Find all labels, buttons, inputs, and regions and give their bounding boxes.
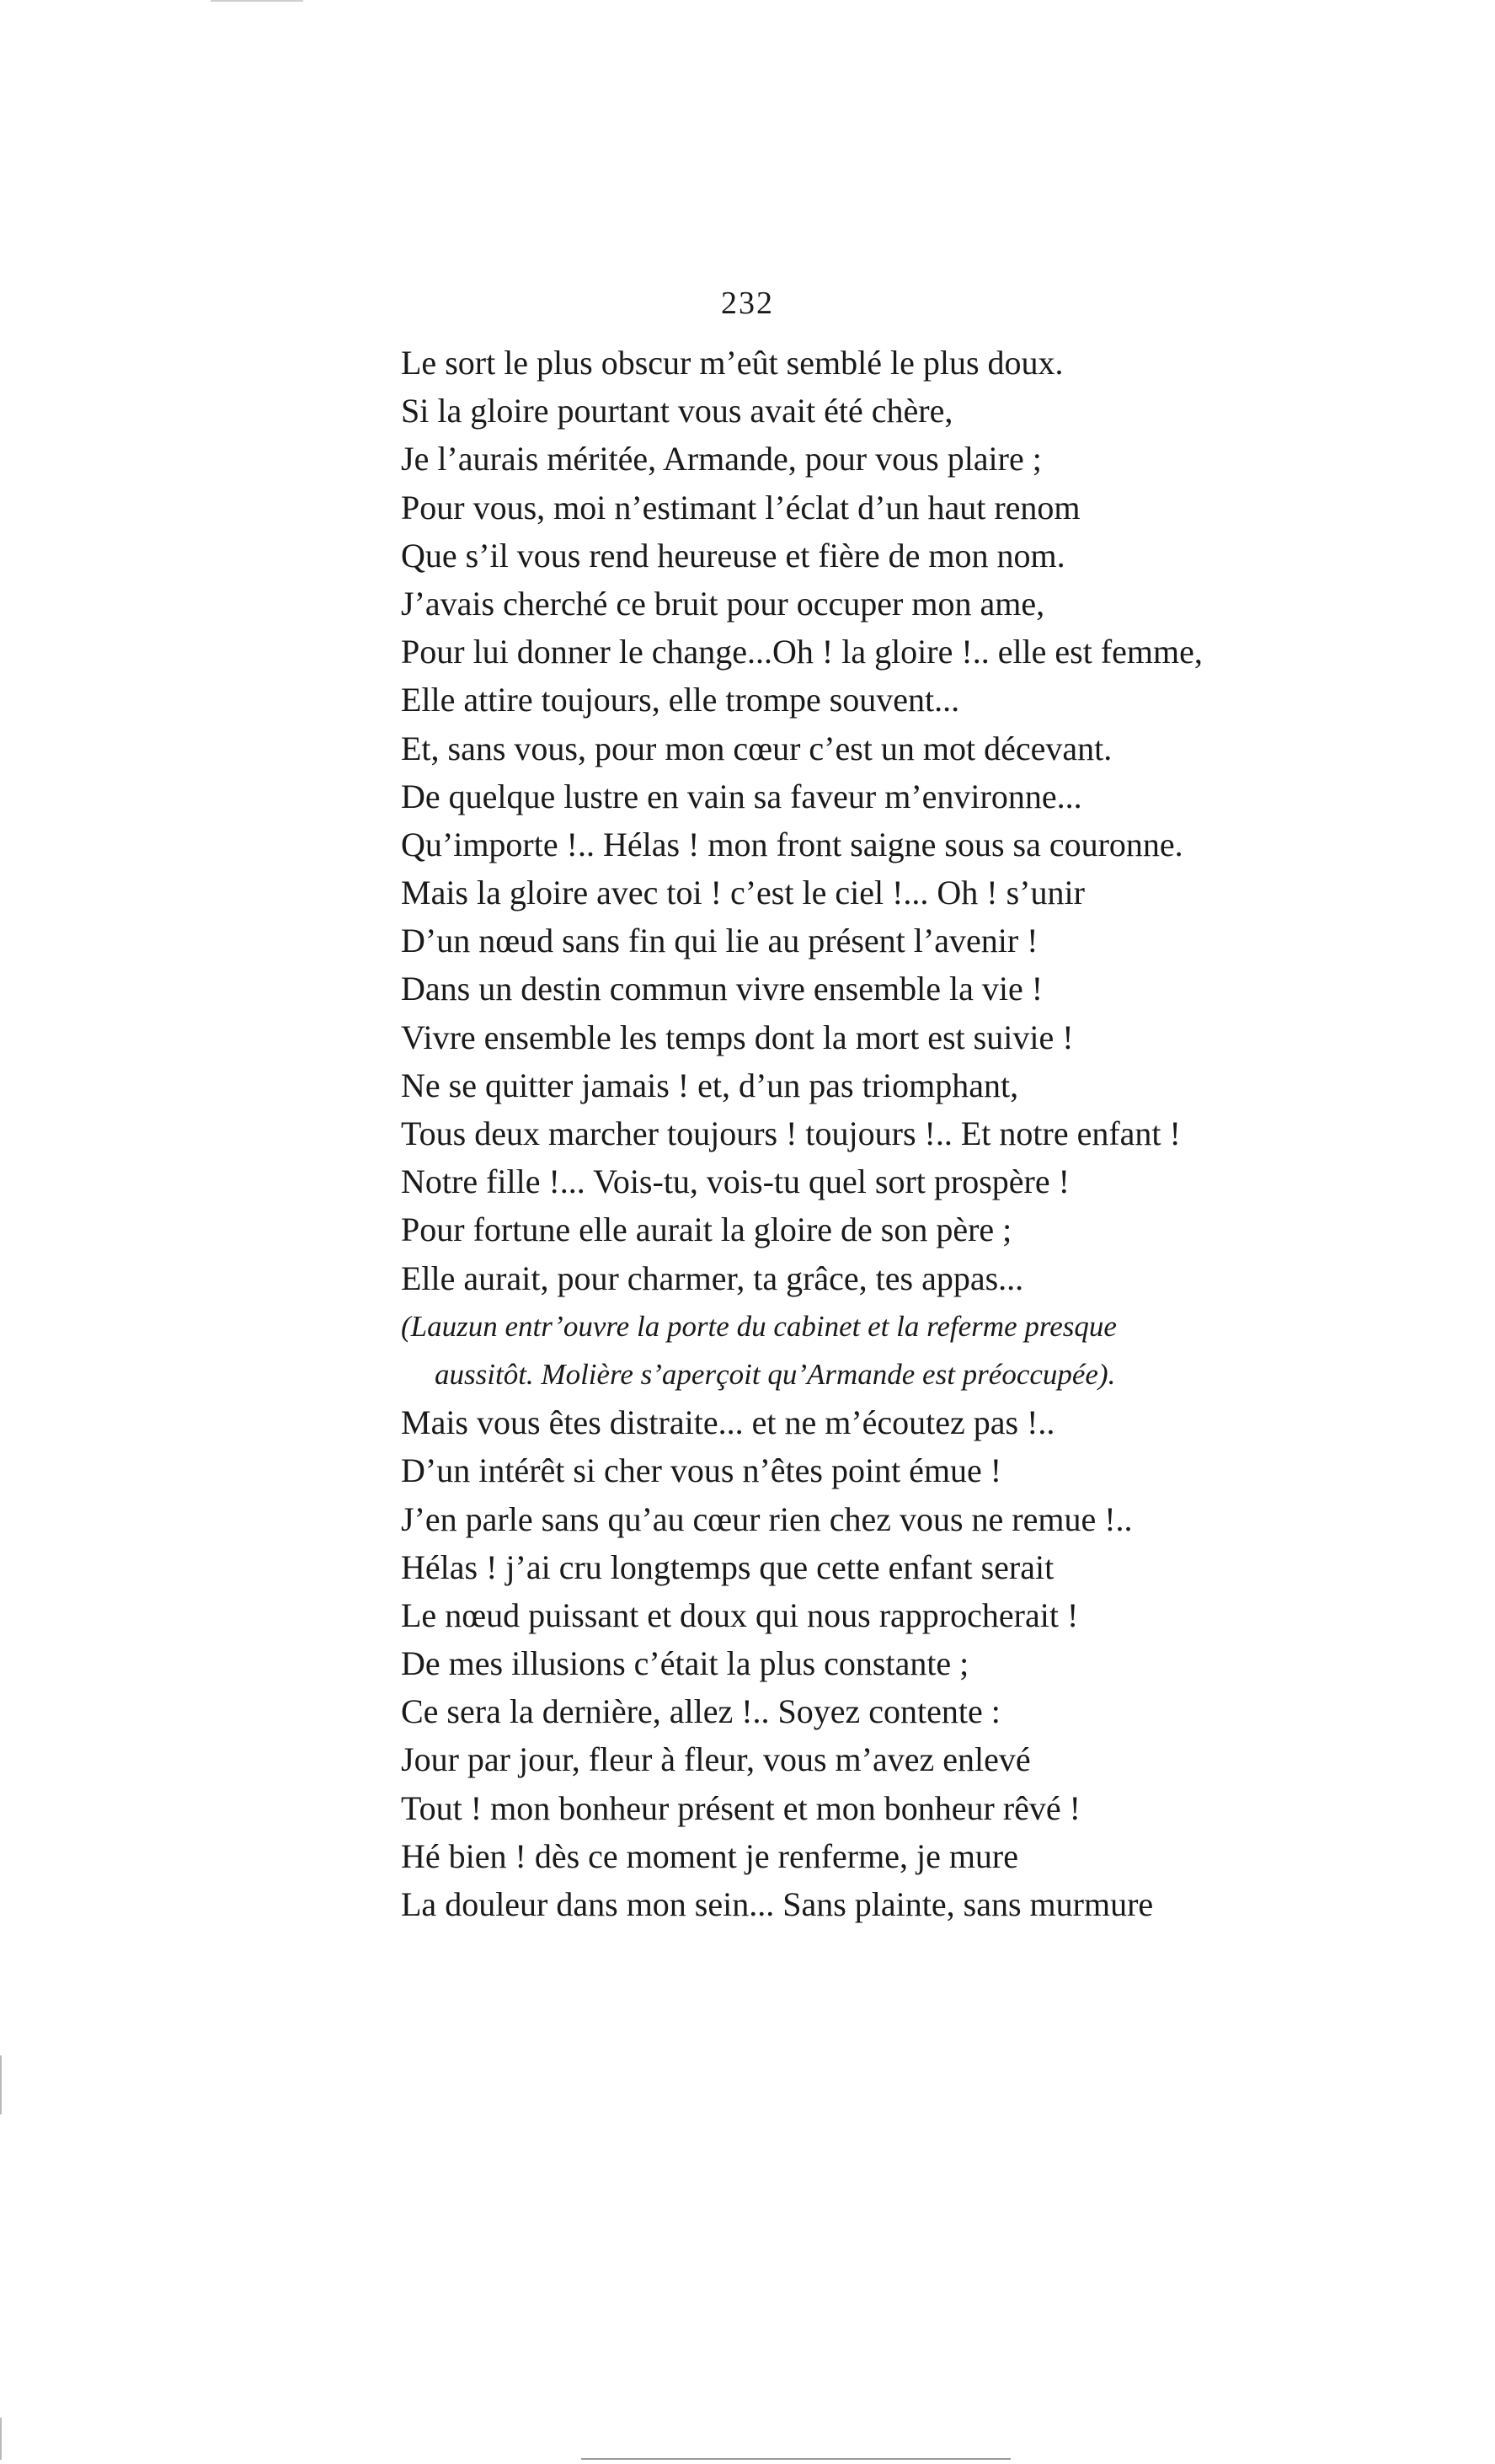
verse-block — [401, 339, 1336, 1928]
verse-line: Pour lui donner le change...Oh ! la gloire !.. elle est femme, — [401, 633, 1203, 671]
verse-line: Et, sans vous, pour mon cœur c’est un mot décevant. — [401, 729, 1113, 767]
bottom-rule — [581, 2458, 1011, 2460]
verse-line: Notre fille !... Vois-tu, vois-tu quel sort prospère ! — [401, 1163, 1070, 1201]
verse-line: Le nœud puissant et doux qui nous rapprocherait ! — [401, 1595, 1079, 1634]
page-number: 232 — [721, 286, 774, 321]
verse-line: Tout ! mon bonheur présent et mon bonheur rêvé ! — [401, 1788, 1081, 1827]
stage-direction-line-2: aussitôt. Molière s’aperçoit qu’Armande est préoccupée). — [435, 1357, 1116, 1391]
verse-line: Ne se quitter jamais ! et, d’un pas triomphant, — [401, 1066, 1019, 1104]
verse-line: Vivre ensemble les temps dont la mort est suivie ! — [401, 1018, 1074, 1056]
verse-line: Dans un destin commun vivre ensemble la vie ! — [401, 970, 1044, 1008]
verse-line: J’avais cherché ce bruit pour occuper mon ame, — [401, 584, 1045, 623]
verse-line: Qu’importe !.. Hélas ! mon front saigne sous sa couronne. — [401, 825, 1183, 863]
verse-line: D’un nœud sans fin qui lie au présent l’avenir ! — [401, 922, 1038, 960]
verse-line: Elle attire toujours, elle trompe souvent... — [401, 681, 960, 719]
verse-line: D’un intérêt si cher vous n’êtes point émue ! — [401, 1451, 1002, 1490]
verse-line: Jour par jour, fleur à fleur, vous m’avez enlevé — [401, 1740, 1031, 1779]
top-scan-mark — [211, 0, 303, 2]
verse-line: Le sort le plus obscur m’eût semblé le plus doux. — [401, 344, 1064, 382]
verse-line: Tous deux marcher toujours ! toujours !.. Et notre enfant ! — [401, 1114, 1181, 1152]
verse-line: Je l’aurais méritée, Armande, pour vous plaire ; — [401, 440, 1042, 478]
left-margin-mark — [0, 2055, 2, 2114]
verse-line: Mais la gloire avec toi ! c’est le ciel !... Oh ! s’unir — [401, 874, 1085, 912]
verse-line: Ce sera la dernière, allez !.. Soyez contente : — [401, 1692, 1001, 1731]
verse-line: Pour vous, moi n’estimant l’éclat d’un haut renom — [401, 488, 1081, 526]
verse-line: Si la gloire pourtant vous avait été chère, — [401, 392, 953, 430]
verse-line: Que s’il vous rend heureuse et fière de mon nom. — [401, 536, 1065, 575]
verse-line: Pour fortune elle aurait la gloire de son père ; — [401, 1211, 1012, 1249]
verse-line: Mais vous êtes distraite... et ne m’écoutez pas !.. — [401, 1403, 1055, 1442]
left-margin-mark — [0, 2418, 2, 2460]
verse-line: De quelque lustre en vain sa faveur m’environne... — [401, 777, 1082, 815]
verse-line: Hélas ! j’ai cru longtemps que cette enfant serait — [401, 1547, 1055, 1586]
verse-line: Elle aurait, pour charmer, ta grâce, tes appas... — [401, 1259, 1024, 1297]
verse-line: De mes illusions c’était la plus constante ; — [401, 1644, 969, 1683]
stage-direction-line-1: (Lauzun entr’ouvre la porte du cabinet et la referme presque — [401, 1309, 1117, 1343]
verse-line: Hé bien ! dès ce moment je renferme, je mure — [401, 1836, 1019, 1875]
verse-line: J’en parle sans qu’au cœur rien chez vous ne remue !.. — [401, 1499, 1133, 1538]
verse-line: La douleur dans mon sein... Sans plainte, sans murmure — [401, 1885, 1154, 1923]
